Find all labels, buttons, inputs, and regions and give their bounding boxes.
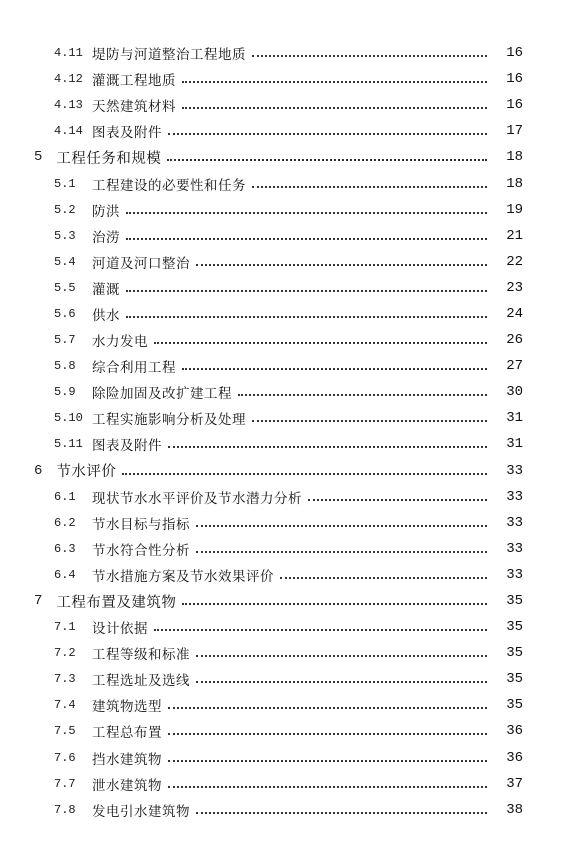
- toc-section-entry[interactable]: [0, 275, 565, 301]
- dot-leader: [196, 551, 487, 553]
- dot-leader: [168, 446, 487, 448]
- toc-page-number: 22: [506, 253, 523, 270]
- toc-entry-title: 节水符合性分析: [92, 542, 190, 559]
- toc-entry-title: 节水目标与指标: [92, 516, 190, 533]
- toc-section-entry[interactable]: [0, 66, 565, 92]
- toc-entry-number: 6.3: [54, 541, 76, 556]
- toc-page-number: 35: [506, 645, 523, 662]
- toc-chapter-entry[interactable]: [0, 144, 565, 170]
- toc-page-number: 35: [506, 619, 523, 636]
- toc-page-number: 35: [506, 697, 523, 714]
- toc-entry-number: 5: [34, 149, 43, 166]
- toc-entry-title: 图表及附件: [92, 125, 162, 142]
- toc-entry-title: 灌溉: [92, 281, 120, 298]
- toc-section-entry[interactable]: [0, 797, 565, 823]
- toc-entry-number: 5.11: [54, 437, 83, 452]
- toc-page-number: 19: [506, 201, 523, 218]
- dot-leader: [308, 499, 487, 501]
- dot-leader: [168, 786, 487, 788]
- toc-entry-number: 5.9: [54, 385, 76, 400]
- dot-leader: [252, 420, 487, 422]
- toc-section-entry[interactable]: [0, 405, 565, 431]
- toc-entry-number: 4.14: [54, 124, 83, 139]
- toc-entry-number: 5.8: [54, 359, 76, 374]
- toc-section-entry[interactable]: [0, 666, 565, 692]
- toc-page-number: 31: [506, 436, 523, 453]
- toc-section-entry[interactable]: [0, 640, 565, 666]
- toc-page-number: 37: [506, 775, 523, 792]
- toc-entry-number: 4.13: [54, 98, 83, 113]
- toc-entry-title: 工程等级和标准: [92, 647, 190, 664]
- dot-leader: [196, 812, 487, 814]
- toc-page-number: 31: [506, 410, 523, 427]
- toc-page-number: 21: [506, 227, 523, 244]
- toc-entry-number: 5.1: [54, 176, 76, 191]
- toc-entry-number: 5.5: [54, 280, 76, 295]
- toc-entry-number: 7.8: [54, 802, 76, 817]
- toc-page-number: 33: [506, 462, 523, 479]
- toc-entry-title: 水力发电: [92, 334, 148, 351]
- toc-entry-title: 灌溉工程地质: [92, 73, 176, 90]
- toc-section-entry[interactable]: [0, 510, 565, 536]
- toc-page-number: 35: [506, 593, 523, 610]
- toc-entry-number: 7.6: [54, 750, 76, 765]
- toc-entry-number: 6.1: [54, 489, 76, 504]
- toc-entry-title: 河道及河口整治: [92, 255, 190, 272]
- dot-leader: [126, 290, 487, 292]
- toc-entry-title: 节水评价: [56, 464, 117, 481]
- toc-page-number: 16: [506, 97, 523, 114]
- toc-page-number: 36: [506, 723, 523, 740]
- dot-leader: [122, 473, 487, 475]
- toc-entry-number: 5.10: [54, 411, 83, 426]
- toc-entry-number: 6.4: [54, 567, 76, 582]
- toc-entry-title: 工程任务和规模: [56, 150, 162, 167]
- toc-entry-number: 5.4: [54, 254, 76, 269]
- toc-page-number: 33: [506, 540, 523, 557]
- toc-section-entry[interactable]: [0, 40, 565, 66]
- toc-page-number: 36: [506, 749, 523, 766]
- toc-page-number: 18: [506, 175, 523, 192]
- toc-entry-title: 堤防与河道整治工程地质: [92, 47, 246, 64]
- toc-section-entry[interactable]: [0, 249, 565, 275]
- toc-section-entry[interactable]: [0, 327, 565, 353]
- dot-leader: [126, 238, 487, 240]
- toc-page-number: 23: [506, 279, 523, 296]
- toc-entry-title: 治涝: [92, 229, 120, 246]
- toc-entry-number: 5.3: [54, 228, 76, 243]
- toc-section-entry[interactable]: [0, 92, 565, 118]
- toc-entry-title: 建筑物选型: [92, 699, 162, 716]
- dot-leader: [168, 733, 487, 735]
- toc-entry-number: 5.6: [54, 306, 76, 321]
- toc-section-entry[interactable]: [0, 771, 565, 797]
- toc-entry-number: 4.12: [54, 72, 83, 87]
- toc-section-entry[interactable]: [0, 745, 565, 771]
- toc-chapter-entry[interactable]: [0, 458, 565, 484]
- toc-entry-number: 7: [34, 593, 43, 610]
- toc-entry-number: 7.1: [54, 620, 76, 635]
- toc-page-number: 16: [506, 45, 523, 62]
- toc-section-entry[interactable]: [0, 536, 565, 562]
- toc-entry-title: 节水措施方案及节水效果评价: [92, 568, 274, 585]
- toc-entry-title: 发电引水建筑物: [92, 803, 190, 820]
- toc-page-number: 24: [506, 305, 523, 322]
- toc-section-entry[interactable]: [0, 484, 565, 510]
- toc-section-entry[interactable]: [0, 223, 565, 249]
- toc-entry-number: 6.2: [54, 515, 76, 530]
- toc-section-entry[interactable]: [0, 170, 565, 196]
- toc-entry-title: 工程建设的必要性和任务: [92, 177, 246, 194]
- dot-leader: [168, 707, 487, 709]
- toc-entry-number: 5.2: [54, 202, 76, 217]
- toc-page-number: 26: [506, 332, 523, 349]
- toc-section-entry[interactable]: [0, 692, 565, 718]
- toc-entry-title: 天然建筑材料: [92, 99, 176, 116]
- toc-entry-title: 综合利用工程: [92, 360, 176, 377]
- toc-entry-title: 工程总布置: [92, 725, 162, 742]
- toc-entry-number: 6: [34, 462, 43, 479]
- toc-entry-number: 7.7: [54, 776, 76, 791]
- toc-entry-title: 挡水建筑物: [92, 751, 162, 768]
- dot-leader: [238, 394, 487, 396]
- dot-leader: [196, 681, 487, 683]
- toc-entry-title: 现状节水水平评价及节水潜力分析: [92, 490, 302, 507]
- dot-leader: [167, 159, 487, 161]
- toc-entry-number: 4.11: [54, 46, 83, 61]
- toc-entry-title: 除险加固及改扩建工程: [92, 386, 232, 403]
- dot-leader: [182, 81, 487, 83]
- toc-entry-title: 图表及附件: [92, 438, 162, 455]
- toc-entry-title: 泄水建筑物: [92, 777, 162, 794]
- toc-entry-title: 工程选址及选线: [92, 673, 190, 690]
- toc-section-entry[interactable]: [0, 614, 565, 640]
- toc-entry-title: 工程实施影响分析及处理: [92, 412, 246, 429]
- toc-section-entry[interactable]: [0, 562, 565, 588]
- dot-leader: [182, 368, 487, 370]
- toc-page-number: 35: [506, 671, 523, 688]
- dot-leader: [182, 107, 487, 109]
- dot-leader: [168, 133, 487, 135]
- toc-entry-title: 防洪: [92, 203, 120, 220]
- toc-page-number: 16: [506, 71, 523, 88]
- toc-section-entry[interactable]: [0, 431, 565, 457]
- toc-section-entry[interactable]: [0, 118, 565, 144]
- toc-page-number: 38: [506, 801, 523, 818]
- toc-page-number: 33: [506, 514, 523, 531]
- toc-section-entry[interactable]: [0, 301, 565, 327]
- toc-entry-number: 7.5: [54, 724, 76, 739]
- toc-entry-number: 7.4: [54, 698, 76, 713]
- toc-page-number: 17: [506, 123, 523, 140]
- dot-leader: [126, 316, 487, 318]
- toc-page-number: 33: [506, 488, 523, 505]
- toc-entry-title: 工程布置及建筑物: [56, 594, 177, 611]
- table-of-contents: [0, 40, 565, 823]
- dot-leader: [252, 55, 487, 57]
- dot-leader: [154, 629, 487, 631]
- toc-entry-title: 设计依据: [92, 621, 148, 638]
- toc-entry-number: 7.2: [54, 646, 76, 661]
- toc-entry-number: 5.7: [54, 333, 76, 348]
- dot-leader: [196, 264, 487, 266]
- toc-section-entry[interactable]: [0, 379, 565, 405]
- dot-leader: [280, 577, 487, 579]
- toc-entry-title: 供水: [92, 307, 120, 324]
- dot-leader: [182, 603, 487, 605]
- toc-section-entry[interactable]: [0, 197, 565, 223]
- dot-leader: [252, 186, 487, 188]
- dot-leader: [196, 655, 487, 657]
- toc-chapter-entry[interactable]: [0, 588, 565, 614]
- toc-page-number: 30: [506, 384, 523, 401]
- dot-leader: [154, 342, 487, 344]
- toc-page-number: 33: [506, 566, 523, 583]
- toc-section-entry[interactable]: [0, 718, 565, 744]
- dot-leader: [168, 760, 487, 762]
- toc-page-number: 27: [506, 358, 523, 375]
- dot-leader: [126, 212, 487, 214]
- toc-page-number: 18: [506, 149, 523, 166]
- toc-entry-number: 7.3: [54, 672, 76, 687]
- toc-section-entry[interactable]: [0, 353, 565, 379]
- dot-leader: [196, 525, 487, 527]
